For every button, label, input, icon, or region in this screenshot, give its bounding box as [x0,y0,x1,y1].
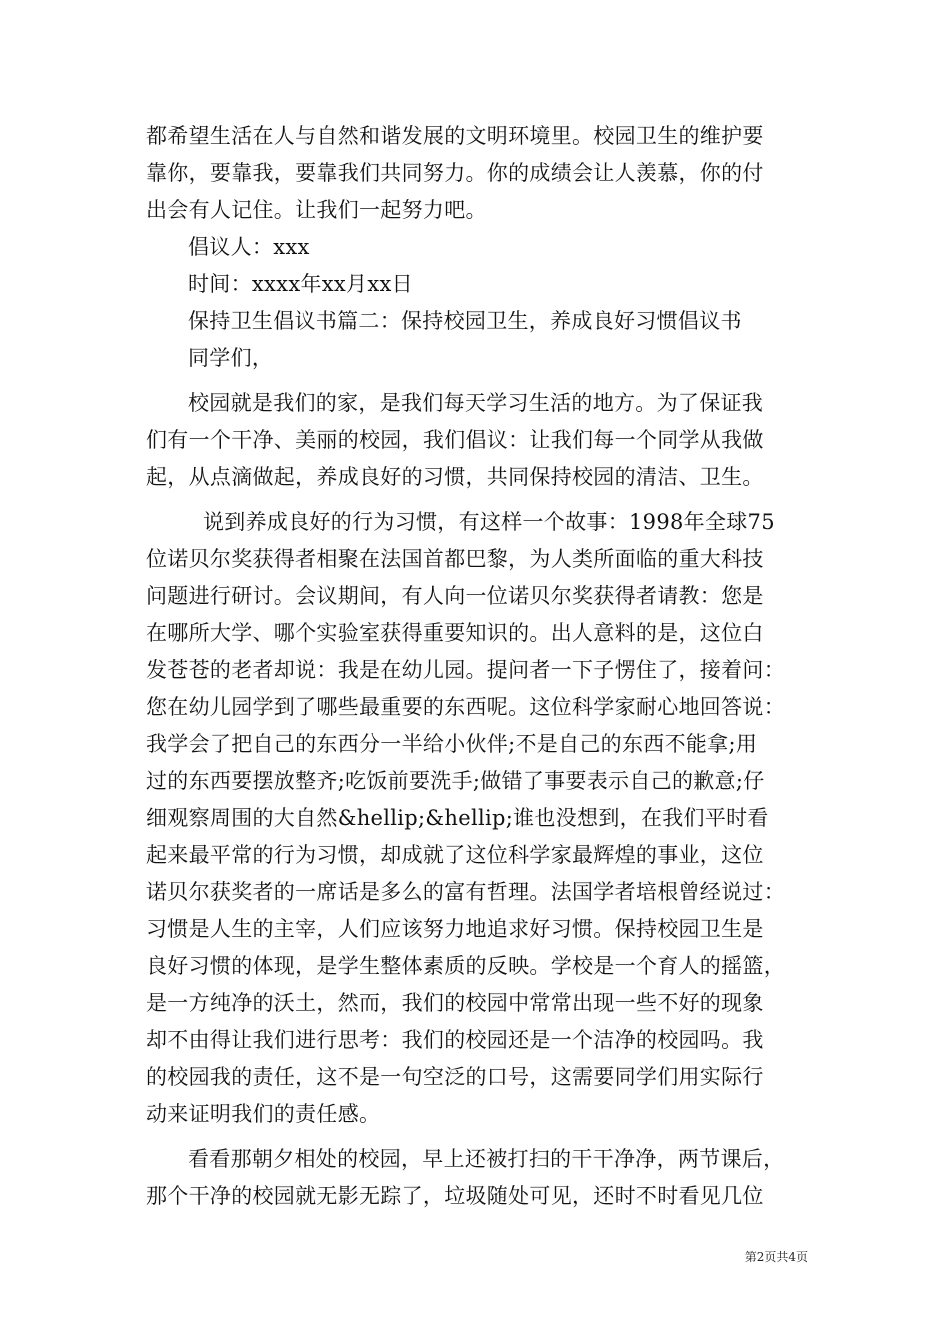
proposer-line: 倡议人：xxx [188,235,310,259]
page-number: 第2页共4页 [744,1250,808,1264]
body-line: 动来证明我们的责任感。 [146,1102,381,1126]
body-line: 看看那朝夕相处的校园，早上还被打扫的干干净净，两节课后， [188,1147,785,1171]
section-heading: 保持卫生倡议书篇二：保持校园卫生，养成良好习惯倡议书 [188,309,742,333]
body-line: 诺贝尔获奖者的一席话是多么的富有哲理。法国学者培根曾经说过： [146,880,785,904]
body-line: 我学会了把自己的东西分一半给小伙伴;不是自己的东西不能拿;用 [146,732,758,756]
date-line: 时间：xxxx年xx月xx日 [188,272,413,296]
body-line: 在哪所大学、哪个实验室获得重要知识的。出人意料的是，这位白 [146,621,764,645]
body-line: 细观察周围的大自然&hellip;&hellip;谁也没想到，在我们平时看 [146,806,769,830]
body-line: 良好习惯的体现，是学生整体素质的反映。学校是一个育人的摇篮， [146,954,785,978]
body-line: 校园就是我们的家，是我们每天学习生活的地方。为了保证我 [188,391,764,415]
body-line: 位诺贝尔奖获得者相聚在法国首都巴黎，为人类所面临的重大科技 [146,547,764,571]
body-line: 靠你，要靠我，要靠我们共同努力。你的成绩会让人羡慕，你的付 [146,161,764,185]
body-line: 起，从点滴做起，养成良好的习惯，共同保持校园的清洁、卫生。 [146,465,764,489]
body-line: 却不由得让我们进行思考：我们的校园还是一个洁净的校园吗。我 [146,1028,764,1052]
body-line: 您在幼儿园学到了哪些最重要的东西呢。这位科学家耐心地回答说： [146,695,785,719]
body-line: 出会有人记住。让我们一起努力吧。 [146,198,487,222]
body-line: 那个干净的校园就无影无踪了，垃圾随处可见，还时不时看见几位 [146,1184,764,1208]
body-line: 们有一个干净、美丽的校园，我们倡议：让我们每一个同学从我做 [146,428,764,452]
body-line: 说到养成良好的行为习惯，有这样一个故事：1998年全球75 [203,510,775,534]
body-line: 是一方纯净的沃土，然而，我们的校园中常常出现一些不好的现象 [146,991,764,1015]
body-line: 的校园我的责任，这不是一句空泛的口号，这需要同学们用实际行 [146,1065,764,1089]
body-line: 过的东西要摆放整齐;吃饭前要洗手;做错了事要表示自己的歉意;仔 [146,769,765,793]
salutation-line: 同学们， [188,346,274,370]
body-line: 都希望生活在人与自然和谐发展的文明环境里。校园卫生的维护要 [146,124,764,148]
body-line: 发苍苍的老者却说：我是在幼儿园。提问者一下子愣住了，接着问： [146,658,785,682]
body-line: 习惯是人生的主宰，人们应该努力地追求好习惯。保持校园卫生是 [146,917,764,941]
body-line: 问题进行研讨。会议期间，有人向一位诺贝尔奖获得者请教：您是 [146,584,764,608]
body-line: 起来最平常的行为习惯，却成就了这位科学家最辉煌的事业，这位 [146,843,764,867]
document-body [146,118,818,1215]
